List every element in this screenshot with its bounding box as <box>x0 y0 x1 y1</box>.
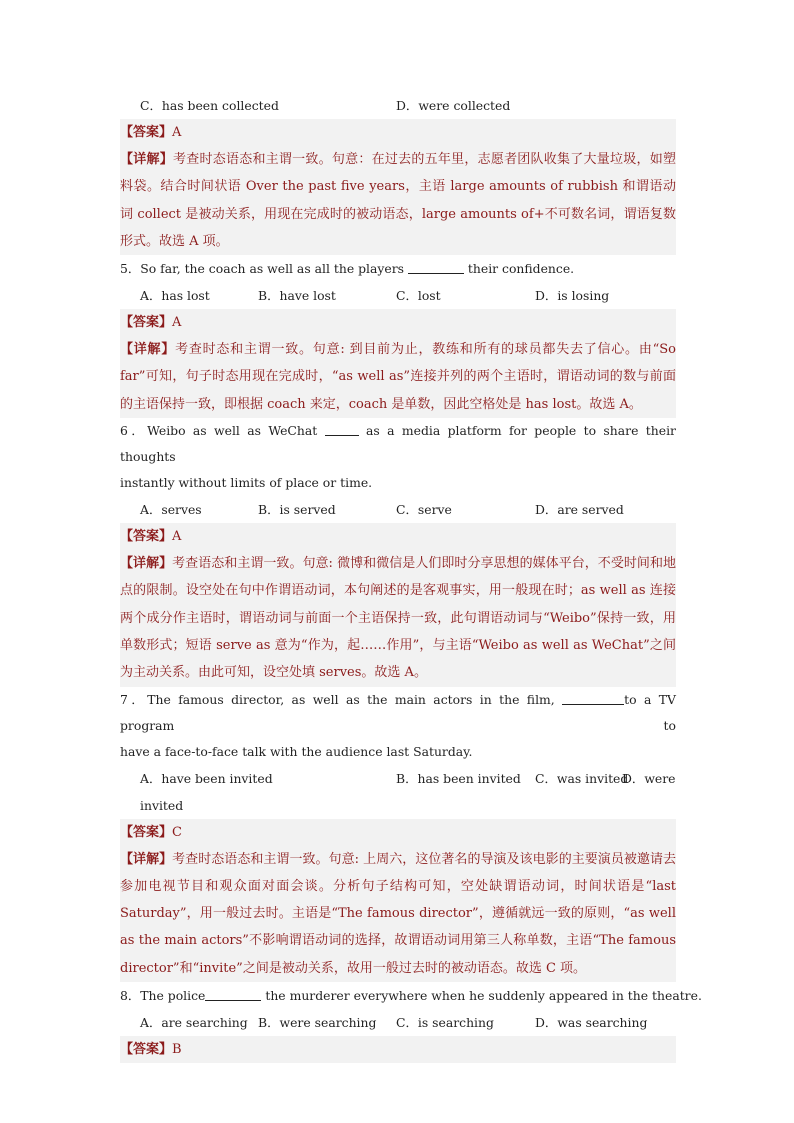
q6-option-c: C．serve <box>396 502 452 518</box>
q5-detail <box>120 336 676 418</box>
q8-option-c: C．is searching <box>396 1015 494 1031</box>
q5-options <box>120 282 676 309</box>
answer-value: A <box>172 315 182 331</box>
q6-solution <box>120 523 676 686</box>
q4-options <box>120 92 676 119</box>
q8-stem <box>120 982 702 1009</box>
q7-option-d-continued: invited <box>140 797 184 813</box>
q7-stem-after: to a TV program to <box>120 691 676 733</box>
q6-option-d: D．are served <box>535 502 624 518</box>
q5-option-a: A．has lost <box>140 288 210 304</box>
q7-stem-line2: have a face-to-face talk with the audience last Saturday. <box>120 743 473 759</box>
q6-blank <box>325 423 359 436</box>
q7-stem-line1 <box>120 687 676 739</box>
q6-options <box>120 496 676 523</box>
q8-option-d: D．was searching <box>535 1015 648 1031</box>
q8-options <box>120 1009 676 1036</box>
answer-value: A <box>172 529 182 545</box>
answer-value: C <box>172 824 182 840</box>
q6-stem-line2: instantly without limits of place or time. <box>120 475 373 491</box>
q8-stem-after: the murderer everywhere when he suddenly appeared in the theatre. <box>265 988 702 1004</box>
answer-tag: 【答案】 <box>120 125 173 140</box>
q7-option-c: C．was invited <box>535 770 629 786</box>
q7-option-b: B．has been invited <box>396 770 521 786</box>
q4-detail <box>120 146 676 255</box>
detail-text: 考查语态和主谓一致。句意: 微博和微信是人们即时分享思想的媒体平台，不受时间和地点的限制。设空处在句中作谓语动词，本句阐述的是客观事实，用一般现在时；as well as 连接两个成分作主语时，谓语动词与前面一个主语保持一致，此句谓语动词与“Weibo”保持一致，用单数形式；短语 serve as 意为“作为，起……作用”，与主语“Weibo as well as WeChat”之间为主动关系。由此可知，设空处填 serves。故选 A。 <box>120 556 676 681</box>
q5-answer <box>120 309 676 336</box>
q6-stem-before: 6．Weibo as well as WeChat <box>120 423 318 439</box>
answer-tag: 【答案】 <box>120 1042 173 1058</box>
detail-tag: 【详解】 <box>120 851 173 867</box>
detail-text: 考查时态语态和主谓一致。句意：在过去的五年里，志愿者团队收集了大量垃圾，如塑料袋。结合时间状语 Over the past five years，主语 large amounts of rubbish 和谓语动词 collect 是被动关系，用现在完成时的被动语态，large amounts of+不可数名词，谓语复数形式。故选 A 项。 <box>120 152 676 249</box>
q7-solution <box>120 819 676 982</box>
q5-option-d: D．is losing <box>535 288 610 304</box>
answer-value: A <box>172 125 182 140</box>
answer-tag: 【答案】 <box>120 824 173 840</box>
q7-detail <box>120 846 676 982</box>
q5-option-b: B．have lost <box>258 288 336 304</box>
q6-detail <box>120 550 676 686</box>
q6-option-a: A．serves <box>140 502 202 518</box>
q7-options <box>120 765 676 792</box>
answer-tag: 【答案】 <box>120 315 173 331</box>
q5-blank <box>408 261 464 274</box>
q8-solution <box>120 1036 676 1063</box>
detail-tag: 【详解】 <box>120 152 173 167</box>
q5-stem-before: 5．So far, the coach as well as all the players <box>120 261 404 277</box>
answer-value: B <box>172 1042 182 1058</box>
q7-blank <box>562 692 624 705</box>
detail-tag: 【详解】 <box>120 342 176 358</box>
q8-blank <box>205 988 261 1001</box>
q8-answer <box>120 1036 676 1063</box>
q7-stem-before: 7．The famous director, as well as the main actors in the film, <box>120 691 555 707</box>
q6-stem-line1 <box>120 418 676 470</box>
q5-stem <box>120 255 676 282</box>
q7-option-d: D．were <box>622 770 676 786</box>
detail-text: 考查时态语态和主谓一致。句意: 上周六，这位著名的导演及该电影的主要演员被邀请去参加电视节目和观众面对面会谈。分析句子结构可知，空处缺谓语动词，时间状语是“last Saturday”，用一般过去时。主语是“The famous director”，遵循就远一致的原则，“as well as the main actors”不影响谓语动词的选择，故谓语动词用第三人称单数，主语“The famous director”和“invite”之间是被动关系，故用一般过去时的被动语态。故选 C 项。 <box>120 851 676 976</box>
q5-solution <box>120 309 676 418</box>
q5-stem-after: their confidence. <box>467 261 575 277</box>
q5-option-c: C．lost <box>396 288 441 304</box>
q8-option-a: A．are searching <box>140 1015 248 1031</box>
q6-answer <box>120 523 676 550</box>
q6-option-b: B．is served <box>258 502 336 518</box>
q7-option-a: A．have been invited <box>140 770 273 786</box>
q8-stem-before: 8．The police <box>120 988 206 1004</box>
q4-answer <box>120 119 676 146</box>
document-page <box>120 92 702 1063</box>
q7-options-wrap <box>120 792 676 819</box>
q4-solution <box>120 119 676 255</box>
detail-tag: 【详解】 <box>120 556 173 572</box>
answer-tag: 【答案】 <box>120 529 173 545</box>
detail-text: 考查时态和主谓一致。句意: 到目前为止，教练和所有的球员都失去了信心。由“So far”可知，句子时态用现在完成时，“as well as”连接并列的两个主语时，谓语动词的数与前面的主语保持一致，即根据 coach 来定，coach 是单数，因此空格处是 has lost。故选 A。 <box>120 342 676 412</box>
q8-option-b: B．were searching <box>258 1015 377 1031</box>
q7-answer <box>120 819 676 846</box>
q4-option-c: C．has been collected <box>140 98 279 113</box>
q4-option-d: D．were collected <box>396 98 511 113</box>
q6-stem-after: as a media platform for people to share their thoughts <box>120 423 676 465</box>
